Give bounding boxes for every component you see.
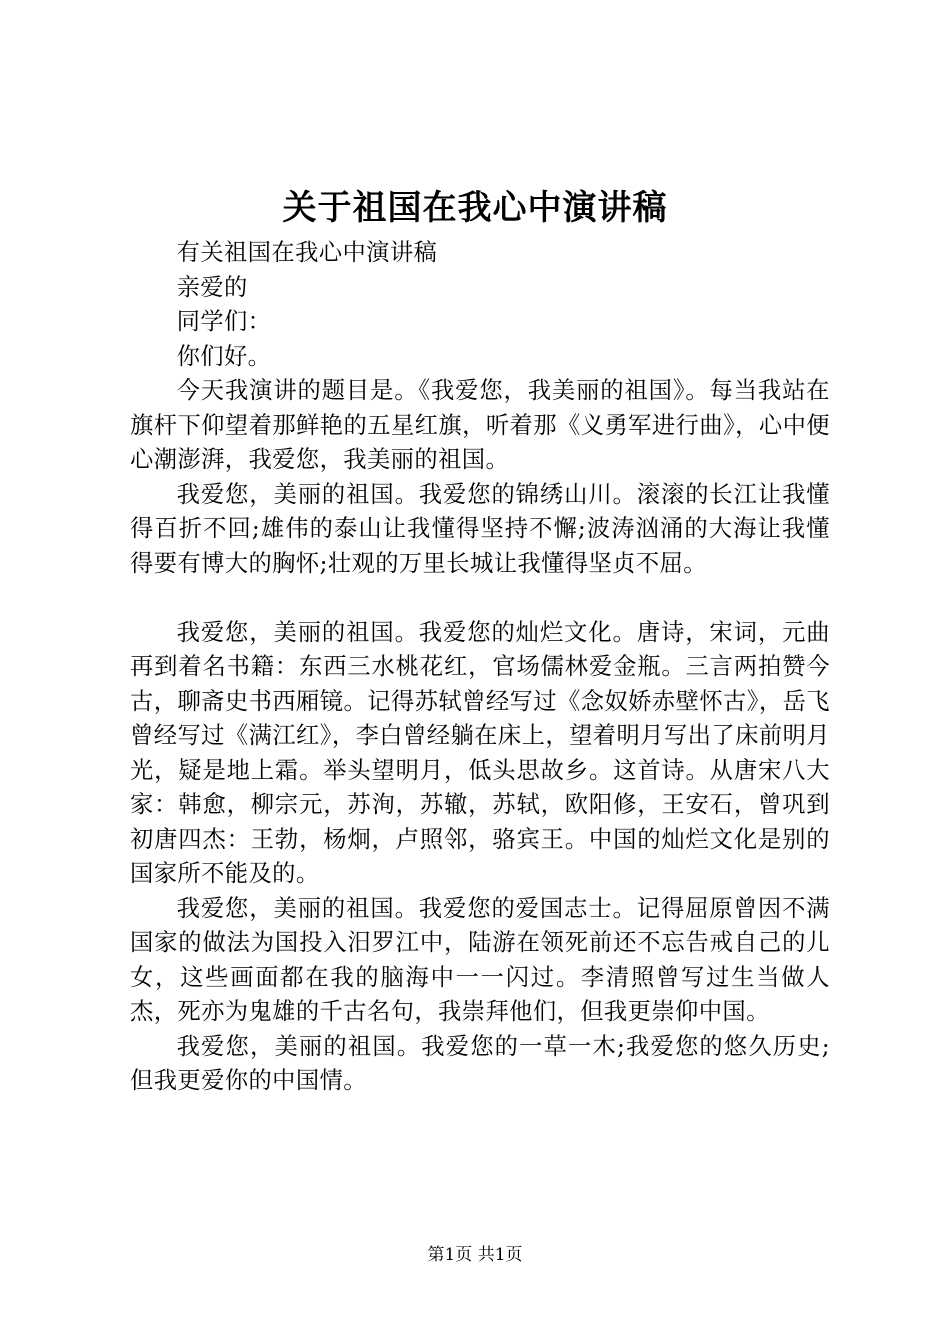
salutation-line-1: 亲爱的: [176, 273, 248, 301]
subtitle-paragraph: 有关祖国在我心中演讲稿: [176, 239, 438, 266]
salutation-line-2: 同学们：: [176, 308, 272, 335]
greeting-paragraph: 你们好。: [176, 342, 272, 370]
document-title: 关于祖国在我心中演讲稿: [282, 188, 668, 228]
closing-paragraph: 我爱您，美丽的祖国。我爱您的一草一木;我爱您的悠久历史;但我更爱你的中国情。: [130, 1032, 830, 1094]
landscape-paragraph: 我爱您，美丽的祖国。我爱您的锦绣山川。滚滚的长江让我懂得百折不回;雄伟的泰山让我懂得坚持不懈;波涛汹涌的大海让我懂得要有博大的胸怀;壮观的万里长城让我懂得坚贞不屈。: [130, 480, 830, 577]
culture-paragraph: 我爱您，美丽的祖国。我爱您的灿烂文化。唐诗，宋词，元曲再到着名书籍：东西三水桃花红，官场儒林爱金瓶。三言两拍赞今古，聊斋史书西厢镜。记得苏轼曾经写过《念奴娇赤壁怀古》，岳飞曾经写过《满江红》，李白曾经躺在床上，望着明月写出了床前明月光，疑是地上霜。举头望明月，低头思故乡。这首诗。从唐宋八大家：韩愈，柳宗元，苏洵，苏辙，苏轼，欧阳修，王安石，曾巩到初唐四杰：王勃，杨炯，卢照邻，骆宾王。中国的灿烂文化是别的国家所不能及的。: [130, 618, 830, 887]
patriots-paragraph: 我爱您，美丽的祖国。我爱您的爱国志士。记得屈原曾因不满国家的做法为国投入汨罗江中，陆游在领死前还不忘告戒自己的儿女，这些画面都在我的脑海中一一闪过。李清照曾写过生当做人杰，死亦为鬼雄的千古名句，我崇拜他们，但我更崇仰中国。: [130, 894, 830, 1025]
document-body: [130, 236, 830, 1099]
intro-paragraph: 今天我演讲的题目是。《我爱您，我美丽的祖国》。每当我站在旗杆下仰望着那鲜艳的五星红旗，听着那《义勇军进行曲》，心中便心潮澎湃，我爱您，我美丽的祖国。: [130, 377, 830, 473]
page-number-footer: 第1页 共1页: [427, 1245, 523, 1265]
